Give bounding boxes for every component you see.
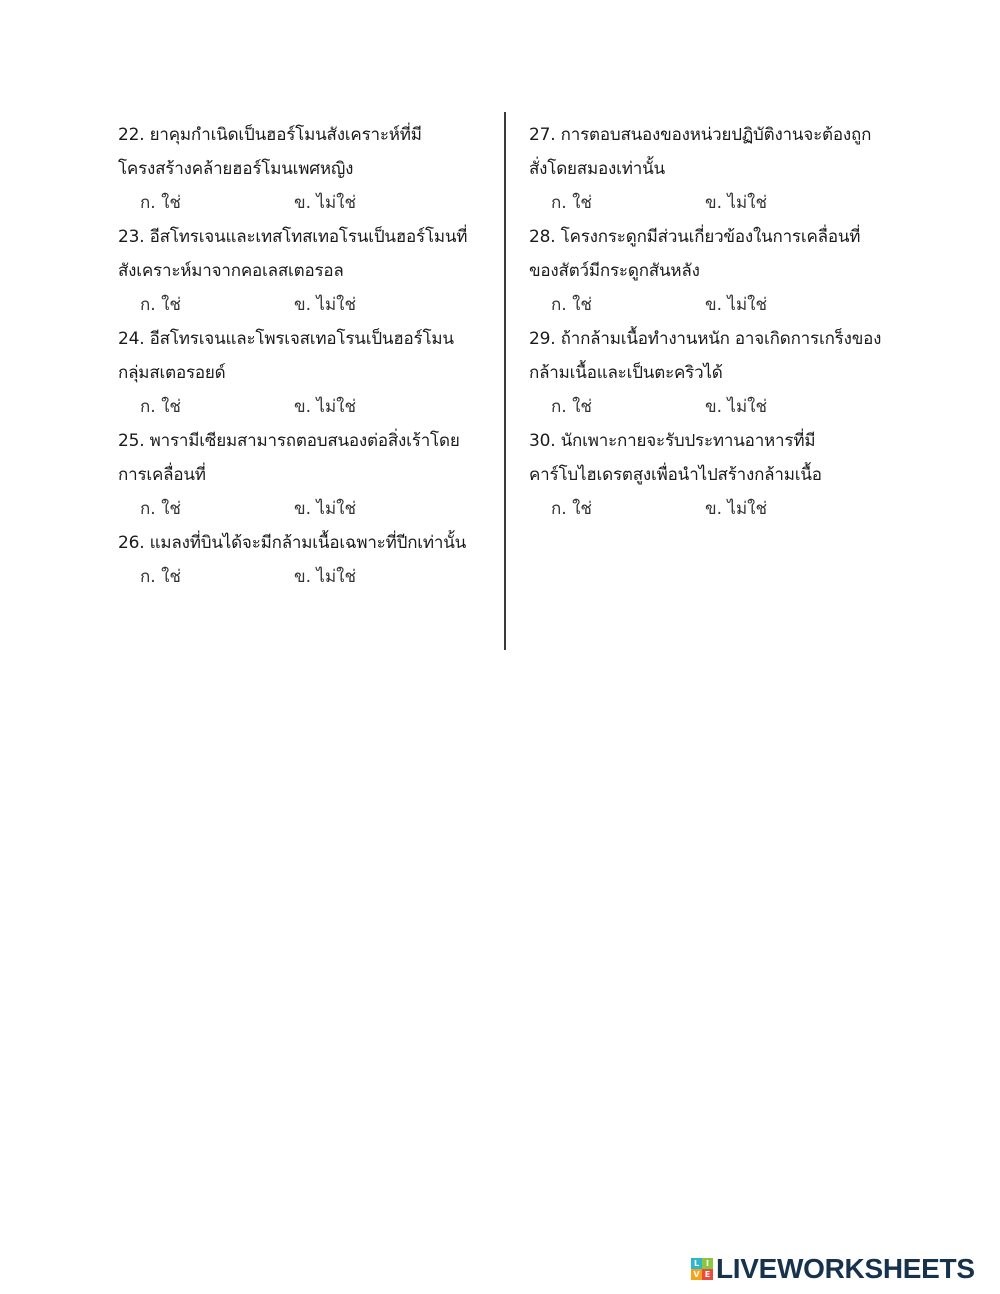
right-question-column	[529, 118, 899, 526]
option-yes[interactable]: ก. ใช่	[140, 193, 181, 213]
answer-options	[529, 288, 899, 322]
logo-text: LIVEWORKSHEETS	[716, 1253, 975, 1284]
question-item	[118, 526, 488, 594]
question-text: ของสัตว์มีกระดูกสันหลัง	[529, 261, 700, 281]
option-no[interactable]: ข. ไม่ใช่	[705, 193, 768, 213]
logo-mark-tile: L	[691, 1258, 702, 1269]
option-no[interactable]: ข. ไม่ใช่	[294, 567, 357, 587]
liveworksheets-logo	[691, 1254, 975, 1284]
question-text: 27. การตอบสนองของหน่วยปฏิบัติงานจะต้องถูก	[529, 125, 872, 145]
option-yes[interactable]: ก. ใช่	[140, 397, 181, 417]
option-no[interactable]: ข. ไม่ใช่	[294, 397, 357, 417]
answer-options	[118, 186, 488, 220]
question-text: 23. อีสโทรเจนและเทสโทสเทอโรนเป็นฮอร์โมนที่	[118, 227, 468, 247]
option-yes[interactable]: ก. ใช่	[551, 397, 592, 417]
question-text: 24. อีสโทรเจนและโพรเจสเทอโรนเป็นฮอร์โมน	[118, 329, 454, 349]
question-text: 28. โครงกระดูกมีส่วนเกี่ยวข้องในการเคลื่อนที่	[529, 227, 861, 247]
answer-options	[118, 390, 488, 424]
question-item	[529, 424, 899, 526]
option-no[interactable]: ข. ไม่ใช่	[705, 397, 768, 417]
question-text: โครงสร้างคล้ายฮอร์โมนเพศหญิง	[118, 159, 354, 179]
question-text: การเคลื่อนที่	[118, 465, 206, 485]
option-yes[interactable]: ก. ใช่	[140, 499, 181, 519]
question-item	[118, 424, 488, 526]
option-no[interactable]: ข. ไม่ใช่	[294, 499, 357, 519]
logo-mark-tile: V	[691, 1269, 702, 1280]
question-item	[529, 220, 899, 322]
question-text: กล้ามเนื้อและเป็นตะคริวได้	[529, 363, 723, 383]
question-item	[529, 322, 899, 424]
left-question-column	[118, 118, 488, 594]
question-text: กลุ่มสเตอรอยด์	[118, 363, 226, 383]
option-no[interactable]: ข. ไม่ใช่	[705, 295, 768, 315]
question-text: 25. พารามีเซียมสามารถตอบสนองต่อสิ่งเร้าโดย	[118, 431, 460, 451]
answer-options	[118, 288, 488, 322]
question-text: 30. นักเพาะกายจะรับประทานอาหารที่มี	[529, 431, 816, 451]
question-text: 29. ถ้ากล้ามเนื้อทำงานหนัก อาจเกิดการเกร็งของ	[529, 329, 882, 349]
answer-options	[529, 390, 899, 424]
option-yes[interactable]: ก. ใช่	[551, 193, 592, 213]
question-text: สั่งโดยสมองเท่านั้น	[529, 159, 665, 179]
logo-mark-tile: E	[702, 1269, 713, 1280]
liveworksheets-logo-mark-icon	[691, 1258, 713, 1280]
option-yes[interactable]: ก. ใช่	[140, 567, 181, 587]
question-text: 26. แมลงที่บินได้จะมีกล้ามเนื้อเฉพาะที่ปีกเท่านั้น	[118, 533, 467, 553]
question-text: 22. ยาคุมกำเนิดเป็นฮอร์โมนสังเคราะห์ที่มี	[118, 125, 422, 145]
option-no[interactable]: ข. ไม่ใช่	[705, 499, 768, 519]
option-no[interactable]: ข. ไม่ใช่	[294, 295, 357, 315]
column-divider	[504, 112, 506, 650]
option-yes[interactable]: ก. ใช่	[551, 499, 592, 519]
option-yes[interactable]: ก. ใช่	[551, 295, 592, 315]
option-yes[interactable]: ก. ใช่	[140, 295, 181, 315]
question-item	[118, 220, 488, 322]
question-item	[118, 322, 488, 424]
logo-mark-tile: I	[702, 1258, 713, 1269]
answer-options	[529, 492, 899, 526]
option-no[interactable]: ข. ไม่ใช่	[294, 193, 357, 213]
answer-options	[529, 186, 899, 220]
answer-options	[118, 492, 488, 526]
answer-options	[118, 560, 488, 594]
question-text: คาร์โบไฮเดรตสูงเพื่อนำไปสร้างกล้ามเนื้อ	[529, 465, 822, 485]
question-item	[529, 118, 899, 220]
question-text: สังเคราะห์มาจากคอเลสเตอรอล	[118, 261, 344, 281]
question-item	[118, 118, 488, 220]
